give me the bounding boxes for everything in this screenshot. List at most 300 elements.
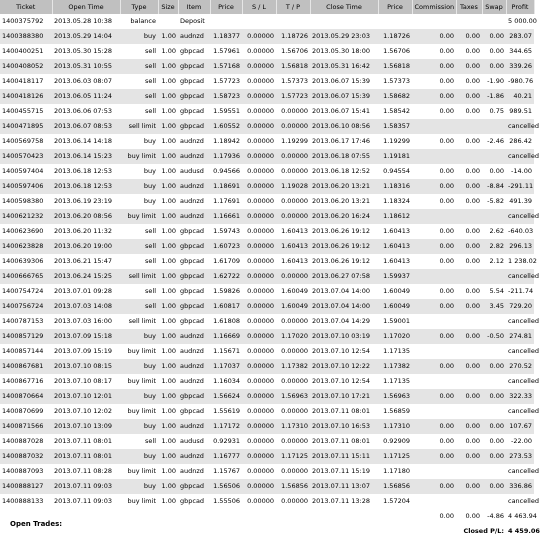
cell-ticket: 1400623690 (2, 227, 44, 235)
cell-commission: 0.00 (439, 362, 454, 370)
cell-close-time: 2013.07.04 14:29 (312, 317, 371, 325)
cell-type: sell (145, 257, 156, 265)
cell-take-profit: 1.60049 (281, 287, 308, 295)
cell-profit: 491.39 (509, 197, 532, 205)
table-row (0, 224, 534, 239)
cell-commission: 0.00 (439, 167, 454, 175)
table-row (0, 329, 534, 344)
cell-take-profit: 1.60413 (281, 242, 308, 250)
cell-stop-loss: 0.00000 (247, 242, 274, 250)
cell-size: 1.00 (161, 122, 176, 130)
cell-commission (412, 374, 456, 389)
cell-close-price: 1.59937 (383, 272, 410, 280)
cell-swap: -8.84 (487, 182, 504, 190)
cell-open-time: 2013.06.19 23:19 (54, 197, 113, 205)
cell-type: buy (143, 362, 156, 370)
cell-profit: -14.00 (511, 167, 532, 175)
cell-swap: 0.00 (489, 167, 504, 175)
column-header-ticket: Ticket (0, 0, 52, 14)
cell-stop-loss: 0.00000 (247, 62, 274, 70)
cell-type: sell (145, 107, 156, 115)
cell-ticket: 1400888127 (2, 482, 44, 490)
cell-item: Deposit (180, 17, 205, 25)
cell-open-price: 1.59826 (213, 287, 240, 295)
cell-close-time: 2013.06.26 19:12 (312, 257, 371, 265)
cell-item: audnzd (180, 452, 204, 460)
cell-type: buy limit (127, 467, 156, 475)
cell-profit: cancelled (508, 272, 539, 280)
table-row (0, 164, 534, 179)
cell-swap (482, 464, 506, 479)
cell-open-time: 2013.07.01 09:28 (54, 287, 113, 295)
cell-open-price: 0.92931 (213, 437, 240, 445)
cell-type: sell limit (128, 272, 156, 280)
cell-ticket: 1400857144 (2, 347, 44, 355)
cell-taxes: 0.00 (465, 62, 480, 70)
cell-swap: -2.46 (487, 137, 504, 145)
cell-item: audnzd (180, 197, 204, 205)
cell-take-profit: 0.00000 (281, 122, 308, 130)
closed-pl-value: 4 459.06 (506, 524, 534, 539)
cell-commission (412, 464, 456, 479)
cell-stop-loss: 0.00000 (247, 347, 274, 355)
table-row (0, 464, 534, 479)
cell-profit: cancelled (508, 467, 539, 475)
cell-type: buy (143, 197, 156, 205)
cell-close-price: 1.57204 (383, 497, 410, 505)
cell-profit: 270.52 (509, 362, 532, 370)
column-header-close-time: Close Time (310, 0, 378, 14)
cell-open-time: 2013.06.18 12:53 (54, 167, 113, 175)
cell-taxes: 0.00 (465, 77, 480, 85)
cell-close-time: 2013.07.04 14:00 (312, 302, 371, 310)
cell-size: 1.00 (161, 107, 176, 115)
cell-item: gbpcad (180, 317, 205, 325)
cell-open-price: 1.18377 (213, 32, 240, 40)
cell-type: buy (143, 32, 156, 40)
cell-open-price: 1.56506 (213, 482, 240, 490)
cell-ticket: 1400400251 (2, 47, 44, 55)
cell-taxes (456, 209, 482, 224)
cell-taxes: 0.00 (465, 197, 480, 205)
cell-item: audnzd (180, 467, 204, 475)
cell-commission: 0.00 (439, 332, 454, 340)
cell-close-time: 2013.06.07 15:39 (312, 77, 371, 85)
cell-item: gbpcad (180, 62, 205, 70)
cell-open-time: 2013.07.03 16:00 (54, 317, 113, 325)
cell-close-time: 2013.06.20 16:24 (312, 212, 371, 220)
table-row (0, 389, 534, 404)
cell-profit: -211.74 (508, 287, 534, 295)
cell-profit: -980.76 (508, 77, 534, 85)
cell-open-time: 2013.06.21 15:47 (54, 257, 113, 265)
cell-ticket: 1400867681 (2, 362, 44, 370)
cell-profit: 296.13 (509, 242, 532, 250)
column-header-item: Item (178, 0, 210, 14)
cell-close-time: 2013.06.20 13:21 (312, 197, 371, 205)
cell-open-price: 1.17037 (213, 362, 240, 370)
cell-size: 1.00 (161, 347, 176, 355)
cell-ticket: 1400887028 (2, 437, 44, 445)
cell-profit: 5 000.00 (508, 17, 537, 25)
cell-profit: 989.51 (509, 107, 532, 115)
cell-ticket: 1400867716 (2, 377, 44, 385)
cell-take-profit: 0.00000 (281, 152, 308, 160)
cell-open-time: 2013.06.07 08:53 (54, 122, 113, 130)
cell-swap: 3.45 (489, 302, 504, 310)
cell-item: gbpcad (180, 47, 205, 55)
cell-commission (412, 344, 456, 359)
cell-size: 1.00 (161, 77, 176, 85)
cell-stop-loss: 0.00000 (247, 437, 274, 445)
cell-ticket: 1400887093 (2, 467, 44, 475)
table-row (0, 29, 534, 44)
cell-ticket: 1400857129 (2, 332, 44, 340)
cell-ticket: 1400569758 (2, 137, 44, 145)
cell-taxes: 0.00 (465, 482, 480, 490)
cell-item: gbpcad (180, 227, 205, 235)
cell-close-price (378, 14, 412, 29)
cell-stop-loss: 0.00000 (247, 197, 274, 205)
cell-stop-loss: 0.00000 (247, 107, 274, 115)
table-row (0, 104, 534, 119)
cell-profit: 273.53 (509, 452, 532, 460)
total-commission: 0.00 (412, 509, 456, 524)
cell-item: gbpcad (180, 257, 205, 265)
cell-open-time: 2013.05.29 14:04 (54, 32, 113, 40)
column-header-type: Type (120, 0, 158, 14)
cell-ticket: 1400418126 (2, 92, 44, 100)
cell-size (158, 14, 178, 29)
cell-type: sell (145, 62, 156, 70)
cell-take-profit: 1.60413 (281, 257, 308, 265)
cell-stop-loss (242, 14, 276, 29)
cell-open-time: 2013.06.20 11:32 (54, 227, 113, 235)
cell-commission: 0.00 (439, 257, 454, 265)
cell-commission: 0.00 (439, 47, 454, 55)
cell-taxes: 0.00 (465, 437, 480, 445)
cell-stop-loss: 0.00000 (247, 122, 274, 130)
cell-commission: 0.00 (439, 452, 454, 460)
cell-commission: 0.00 (439, 182, 454, 190)
cell-take-profit: 1.17310 (281, 422, 308, 430)
table-row (0, 254, 534, 269)
closed-pl-label: Closed P/L: (412, 524, 506, 539)
cell-commission: 0.00 (439, 287, 454, 295)
cell-taxes: 0.00 (465, 257, 480, 265)
cell-stop-loss: 0.00000 (247, 92, 274, 100)
cell-ticket: 1400787153 (2, 317, 44, 325)
cell-commission (412, 494, 456, 509)
cell-open-price: 1.58723 (213, 92, 240, 100)
cell-commission (412, 269, 456, 284)
table-row (0, 44, 534, 59)
cell-size: 1.00 (161, 362, 176, 370)
cell-take-profit: 1.60049 (281, 302, 308, 310)
cell-close-price: 1.59001 (383, 317, 410, 325)
cell-ticket: 1400887032 (2, 452, 44, 460)
table-row (0, 119, 534, 134)
cell-stop-loss: 0.00000 (247, 167, 274, 175)
cell-close-price: 1.17020 (383, 332, 410, 340)
cell-taxes (456, 14, 482, 29)
cell-stop-loss: 0.00000 (247, 452, 274, 460)
cell-item: audusd (180, 437, 204, 445)
table-row (0, 359, 534, 374)
cell-take-profit: 0.00000 (281, 437, 308, 445)
cell-open-time: 2013.06.24 15:25 (54, 272, 113, 280)
cell-size: 1.00 (161, 332, 176, 340)
cell-open-price: 1.62722 (213, 272, 240, 280)
cell-commission: 0.00 (439, 437, 454, 445)
cell-open-price: 1.57168 (213, 62, 240, 70)
cell-close-price: 0.94554 (383, 167, 410, 175)
cell-taxes: 0.00 (465, 47, 480, 55)
cell-close-time: 2013.07.11 08:01 (312, 407, 371, 415)
cell-profit: 322.33 (509, 392, 532, 400)
cell-ticket: 1400597406 (2, 182, 44, 190)
cell-size: 1.00 (161, 317, 176, 325)
cell-stop-loss: 0.00000 (247, 377, 274, 385)
cell-item: gbpcad (180, 272, 205, 280)
cell-ticket: 1400870699 (2, 407, 44, 415)
table-row (0, 149, 534, 164)
cell-size: 1.00 (161, 152, 176, 160)
cell-open-price: 1.17691 (213, 197, 240, 205)
cell-item: gbpcad (180, 407, 205, 415)
cell-type: sell limit (128, 317, 156, 325)
cell-close-time: 2013.06.26 19:12 (312, 227, 371, 235)
cell-open-price: 1.60723 (213, 242, 240, 250)
cell-commission (412, 314, 456, 329)
cell-swap (482, 119, 506, 134)
cell-type: sell (145, 47, 156, 55)
cell-size: 1.00 (161, 212, 176, 220)
cell-close-time (310, 14, 378, 29)
cell-take-profit: 1.18726 (281, 32, 308, 40)
cell-swap: 0.00 (489, 32, 504, 40)
cell-taxes (456, 344, 482, 359)
cell-taxes: 0.00 (465, 167, 480, 175)
cell-open-time: 2013.07.09 15:19 (54, 347, 113, 355)
cell-close-time: 2013.06.26 19:12 (312, 242, 371, 250)
totals-row (0, 509, 534, 524)
cell-size: 1.00 (161, 167, 176, 175)
cell-size: 1.00 (161, 197, 176, 205)
cell-profit: cancelled (508, 497, 539, 505)
cell-ticket: 1400597404 (2, 167, 44, 175)
cell-open-time: 2013.06.20 19:00 (54, 242, 113, 250)
cell-close-price: 1.56856 (383, 482, 410, 490)
cell-item: audnzd (180, 182, 204, 190)
table-row (0, 74, 534, 89)
cell-open-time: 2013.07.11 08:01 (54, 452, 113, 460)
cell-type: buy limit (127, 407, 156, 415)
cell-item: gbpcad (180, 287, 205, 295)
cell-item: audnzd (180, 137, 204, 145)
cell-size: 1.00 (161, 47, 176, 55)
cell-type: sell (145, 92, 156, 100)
cell-stop-loss: 0.00000 (247, 392, 274, 400)
cell-item: audnzd (180, 422, 204, 430)
cell-swap: 0.00 (489, 392, 504, 400)
column-header-stop-loss: S / L (242, 0, 276, 14)
cell-taxes (456, 149, 482, 164)
column-header-profit: Profit (506, 0, 534, 14)
cell-close-price: 1.17180 (383, 467, 410, 475)
cell-swap: 5.54 (489, 287, 504, 295)
table-row (0, 434, 534, 449)
cell-size: 1.00 (161, 422, 176, 430)
cell-take-profit: 1.17382 (281, 362, 308, 370)
cell-ticket: 1400418117 (2, 77, 44, 85)
cell-item: gbpcad (180, 497, 205, 505)
cell-open-time: 2013.07.10 08:15 (54, 362, 113, 370)
cell-swap (482, 209, 506, 224)
cell-item: gbpcad (180, 302, 205, 310)
table-row (0, 494, 534, 509)
table-row (0, 404, 534, 419)
cell-profit: 339.26 (509, 62, 532, 70)
cell-open-price: 1.61808 (213, 317, 240, 325)
open-trades-heading: Open Trades: (10, 520, 63, 528)
cell-take-profit: 0.00000 (281, 107, 308, 115)
cell-take-profit: 1.56818 (281, 62, 308, 70)
cell-open-time: 2013.07.10 12:01 (54, 392, 113, 400)
column-header-open-price: Price (210, 0, 242, 14)
column-header-swap: Swap (482, 0, 506, 14)
cell-stop-loss: 0.00000 (247, 332, 274, 340)
cell-open-price: 1.55506 (213, 497, 240, 505)
cell-take-profit: 1.56856 (281, 482, 308, 490)
cell-type: buy limit (127, 377, 156, 385)
cell-open-time: 2013.05.28 10:38 (54, 17, 113, 25)
cell-open-time: 2013.07.11 08:28 (54, 467, 113, 475)
cell-take-profit: 0.00000 (281, 317, 308, 325)
cell-close-time: 2013.06.27 07:58 (312, 272, 371, 280)
table-row (0, 344, 534, 359)
cell-close-time: 2013.07.10 12:54 (312, 347, 371, 355)
cell-size: 1.00 (161, 242, 176, 250)
cell-close-time: 2013.05.30 18:00 (312, 47, 371, 55)
cell-ticket: 1400408052 (2, 62, 44, 70)
cell-ticket: 1400623828 (2, 242, 44, 250)
cell-commission: 0.00 (439, 422, 454, 430)
cell-swap: 0.00 (489, 437, 504, 445)
cell-stop-loss: 0.00000 (247, 47, 274, 55)
cell-taxes: 0.00 (465, 242, 480, 250)
cell-take-profit: 1.19299 (281, 137, 308, 145)
cell-swap: 0.00 (489, 362, 504, 370)
cell-swap: -1.86 (487, 92, 504, 100)
cell-ticket: 1400754724 (2, 287, 44, 295)
column-header-open-time: Open Time (52, 0, 120, 14)
cell-type: buy (143, 422, 156, 430)
cell-swap (482, 14, 506, 29)
cell-size: 1.00 (161, 377, 176, 385)
cell-taxes (456, 119, 482, 134)
cell-type: buy limit (127, 347, 156, 355)
cell-open-price: 1.57961 (213, 47, 240, 55)
cell-profit: 283.07 (509, 32, 532, 40)
cell-swap: 2.12 (489, 257, 504, 265)
cell-open-price: 1.56624 (213, 392, 240, 400)
cell-take-profit: 0.00000 (281, 167, 308, 175)
cell-item: audnzd (180, 347, 204, 355)
cell-ticket: 1400570423 (2, 152, 44, 160)
cell-open-price: 1.16661 (213, 212, 240, 220)
cell-profit: 344.65 (509, 47, 532, 55)
cell-taxes: 0.00 (465, 362, 480, 370)
cell-close-time: 2013.07.10 12:54 (312, 377, 371, 385)
table-row (0, 134, 534, 149)
cell-close-price: 1.60049 (383, 287, 410, 295)
cell-ticket: 1400471895 (2, 122, 44, 130)
cell-close-time: 2013.05.29 23:03 (312, 32, 371, 40)
cell-profit: -22.00 (511, 437, 532, 445)
cell-taxes: 0.00 (465, 332, 480, 340)
cell-ticket: 1400621232 (2, 212, 44, 220)
cell-swap (482, 344, 506, 359)
total-taxes: 0.00 (456, 509, 482, 524)
cell-stop-loss: 0.00000 (247, 362, 274, 370)
cell-close-price: 1.18726 (383, 32, 410, 40)
cell-open-time: 2013.05.31 10:55 (54, 62, 113, 70)
cell-ticket: 1400455715 (2, 107, 44, 115)
cell-taxes: 0.00 (465, 392, 480, 400)
cell-size: 1.00 (161, 92, 176, 100)
cell-close-time: 2013.07.11 13:28 (312, 497, 371, 505)
cell-open-price: 1.17936 (213, 152, 240, 160)
cell-close-price: 0.92909 (383, 437, 410, 445)
cell-open-price (210, 14, 242, 29)
cell-open-time: 2013.06.20 08:56 (54, 212, 113, 220)
cell-take-profit: 1.56963 (281, 392, 308, 400)
cell-taxes: 0.00 (465, 287, 480, 295)
cell-profit: cancelled (508, 407, 539, 415)
table-row (0, 479, 534, 494)
cell-stop-loss: 0.00000 (247, 227, 274, 235)
column-header-take-profit: T / P (276, 0, 310, 14)
table-row (0, 179, 534, 194)
cell-open-price: 1.60552 (213, 122, 240, 130)
cell-commission (412, 404, 456, 419)
cell-commission: 0.00 (439, 227, 454, 235)
closed-pl-row (0, 524, 534, 539)
cell-open-price: 1.59551 (213, 107, 240, 115)
cell-taxes: 0.00 (465, 92, 480, 100)
cell-open-price: 1.15767 (213, 467, 240, 475)
cell-open-time: 2013.06.03 08:07 (54, 77, 113, 85)
cell-profit: 274.81 (509, 332, 532, 340)
cell-close-time: 2013.06.20 13:21 (312, 182, 371, 190)
table-row (0, 284, 534, 299)
cell-open-price: 1.55619 (213, 407, 240, 415)
cell-take-profit: 0.00000 (281, 272, 308, 280)
cell-close-price: 1.19299 (383, 137, 410, 145)
table-row (0, 209, 534, 224)
cell-close-time: 2013.06.10 08:56 (312, 122, 371, 130)
cell-commission: 0.00 (439, 137, 454, 145)
cell-type: buy (143, 482, 156, 490)
cell-profit: -291.11 (508, 182, 534, 190)
cell-take-profit: 0.00000 (281, 212, 308, 220)
cell-size: 1.00 (161, 227, 176, 235)
cell-taxes (456, 494, 482, 509)
cell-profit: 336.86 (509, 482, 532, 490)
cell-size: 1.00 (161, 497, 176, 505)
cell-type: buy limit (127, 212, 156, 220)
